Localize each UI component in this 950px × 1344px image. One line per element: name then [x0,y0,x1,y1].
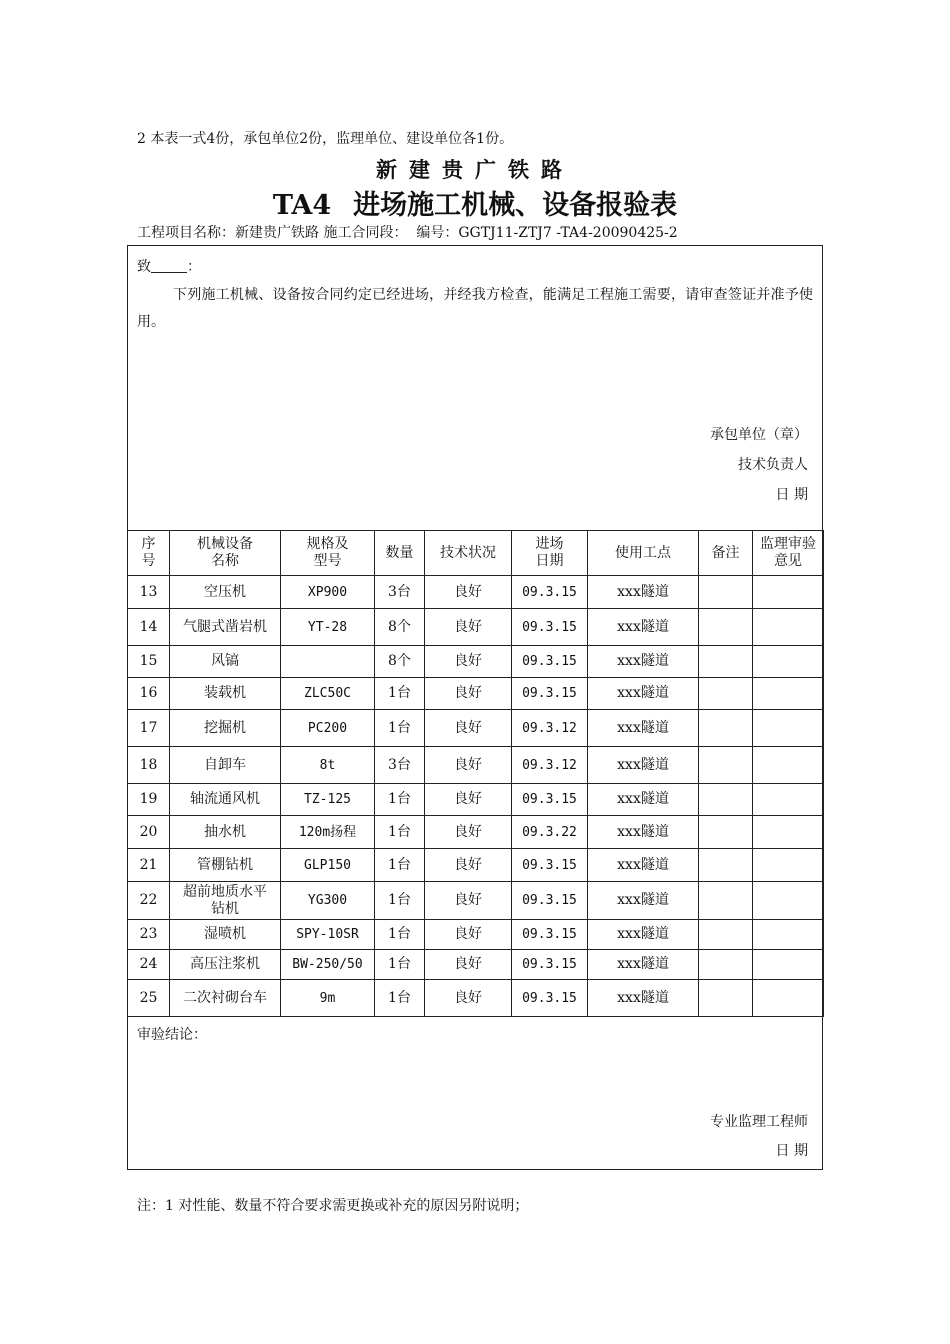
row-site: xxx隧道 [588,950,699,980]
form-title-text: 进场施工机械、设备报验表 [353,190,678,221]
row-status: 良好 [425,920,512,950]
row-date: 09.3.15 [512,980,588,1017]
row-status: 良好 [425,784,512,816]
row-status: 良好 [425,609,512,646]
row-remark [699,816,753,849]
header-remark: 备注 [699,531,753,576]
row-site: xxx隧道 [588,980,699,1017]
row-seq: 15 [128,646,170,678]
row-status: 良好 [425,980,512,1017]
table-row [128,784,824,816]
row-seq: 18 [128,747,170,784]
row-remark [699,920,753,950]
row-remark [699,747,753,784]
top-note: 2 本表一式4份，承包单位2份，监理单位、建设单位各1份。 [137,131,514,147]
row-spec: GLP150 [281,849,375,882]
row-name: 气腿式凿岩机 [170,609,281,646]
row-site: xxx隧道 [588,646,699,678]
table-row [128,882,824,920]
row-opinion [753,747,824,784]
row-seq: 21 [128,849,170,882]
header-qty: 数量 [375,531,425,576]
row-spec [281,646,375,678]
header-spec: 规格及型号 [281,531,375,576]
row-name: 超前地质水平钻机 [170,882,281,920]
row-qty: 8个 [375,609,425,646]
row-remark [699,950,753,980]
row-date: 09.3.15 [512,609,588,646]
row-seq: 19 [128,784,170,816]
row-opinion [753,882,824,920]
row-remark [699,646,753,678]
row-seq: 22 [128,882,170,920]
to-label: 致 [137,259,151,275]
row-site: xxx隧道 [588,576,699,609]
conclusion-section [128,1016,822,1169]
row-name: 风镐 [170,646,281,678]
row-date: 09.3.15 [512,882,588,920]
contractor-seal: 承包单位（章） [710,427,808,443]
row-name: 湿喷机 [170,920,281,950]
row-spec: ZLC50C [281,678,375,710]
row-name: 自卸车 [170,747,281,784]
supervisor-label: 专业监理工程师 [710,1114,808,1130]
row-status: 良好 [425,576,512,609]
row-seq: 17 [128,710,170,747]
row-opinion [753,950,824,980]
row-spec: XP900 [281,576,375,609]
header-seq: 序号 [128,531,170,576]
row-date: 09.3.15 [512,920,588,950]
contractor-date: 日 期 [775,487,808,503]
row-spec: TZ-125 [281,784,375,816]
row-name: 轴流通风机 [170,784,281,816]
header-site: 使用工点 [588,531,699,576]
row-date: 09.3.12 [512,747,588,784]
form-code: TA4 [272,190,332,221]
row-qty: 1台 [375,882,425,920]
row-status: 良好 [425,816,512,849]
table-row [128,747,824,784]
row-qty: 3台 [375,576,425,609]
row-status: 良好 [425,849,512,882]
row-remark [699,576,753,609]
row-site: xxx隧道 [588,920,699,950]
row-seq: 13 [128,576,170,609]
row-date: 09.3.15 [512,784,588,816]
row-date: 09.3.15 [512,950,588,980]
table-row [128,646,824,678]
row-date: 09.3.15 [512,678,588,710]
row-date: 09.3.12 [512,710,588,747]
row-opinion [753,849,824,882]
addressee-blank [151,258,187,273]
table-row [128,678,824,710]
row-seq: 16 [128,678,170,710]
header-entry-date: 进场日期 [512,531,588,576]
row-date: 09.3.15 [512,849,588,882]
addressee-line [137,256,201,276]
table-row [128,576,824,609]
table-row [128,816,824,849]
table-row [128,950,824,980]
row-site: xxx隧道 [588,710,699,747]
row-spec: 120m扬程 [281,816,375,849]
row-opinion [753,816,824,849]
row-site: xxx隧道 [588,678,699,710]
row-opinion [753,646,824,678]
row-status: 良好 [425,882,512,920]
row-status: 良好 [425,950,512,980]
row-spec: PC200 [281,710,375,747]
row-seq: 23 [128,920,170,950]
row-date: 09.3.15 [512,646,588,678]
table-row [128,609,824,646]
row-spec: YG300 [281,882,375,920]
row-spec: 9m [281,980,375,1017]
row-spec: YT-28 [281,609,375,646]
table-row [128,710,824,747]
row-remark [699,882,753,920]
row-opinion [753,920,824,950]
to-suffix: ： [187,259,201,275]
row-spec: 8t [281,747,375,784]
row-status: 良好 [425,747,512,784]
row-date: 09.3.15 [512,576,588,609]
header-opinion: 监理审验意见 [753,531,824,576]
row-site: xxx隧道 [588,609,699,646]
row-qty: 1台 [375,710,425,747]
row-remark [699,980,753,1017]
row-opinion [753,609,824,646]
row-status: 良好 [425,646,512,678]
row-name: 高压注浆机 [170,950,281,980]
header-name: 机械设备名称 [170,531,281,576]
row-site: xxx隧道 [588,747,699,784]
row-status: 良好 [425,678,512,710]
row-qty: 1台 [375,678,425,710]
row-opinion [753,678,824,710]
row-opinion [753,710,824,747]
row-site: xxx隧道 [588,849,699,882]
row-remark [699,849,753,882]
row-name: 装载机 [170,678,281,710]
row-qty: 1台 [375,816,425,849]
row-opinion [753,980,824,1017]
table-row [128,849,824,882]
row-date: 09.3.22 [512,816,588,849]
equipment-table [127,530,824,1017]
row-spec: SPY-10SR [281,920,375,950]
row-remark [699,678,753,710]
row-qty: 1台 [375,849,425,882]
table-row [128,980,824,1017]
row-name: 空压机 [170,576,281,609]
tech-lead: 技术负责人 [738,457,808,473]
row-qty: 8个 [375,646,425,678]
row-seq: 20 [128,816,170,849]
row-qty: 1台 [375,920,425,950]
form-frame [127,245,823,1170]
table-row [128,920,824,950]
row-seq: 14 [128,609,170,646]
row-remark [699,609,753,646]
row-seq: 24 [128,950,170,980]
row-site: xxx隧道 [588,882,699,920]
row-name: 二次衬砌台车 [170,980,281,1017]
row-site: xxx隧道 [588,784,699,816]
supervisor-date: 日 期 [775,1143,808,1159]
row-qty: 1台 [375,784,425,816]
row-remark [699,784,753,816]
header-status: 技术状况 [425,531,512,576]
row-name: 挖掘机 [170,710,281,747]
application-text: 下列施工机械、设备按合同约定已经进场，并经我方检查，能满足工程施工需要，请审查签证并准予使用。 [137,287,813,330]
application-section [128,246,822,530]
row-spec: BW-250/50 [281,950,375,980]
table-header-row [128,531,824,576]
row-qty: 1台 [375,950,425,980]
row-seq: 25 [128,980,170,1017]
row-site: xxx隧道 [588,816,699,849]
row-qty: 3台 [375,747,425,784]
row-name: 抽水机 [170,816,281,849]
form-title [0,183,950,222]
conclusion-label: 审验结论： [137,1027,207,1043]
row-qty: 1台 [375,980,425,1017]
title-railway: 新建贵广铁路 [376,158,574,182]
row-name: 管棚钻机 [170,849,281,882]
row-remark [699,710,753,747]
row-opinion [753,576,824,609]
foot-note: 注：1 对性能、数量不符合要求需更换或补充的原因另附说明； [137,1198,529,1214]
project-line: 工程项目名称：新建贵广铁路 施工合同段： 编号：GGTJ11-ZTJ7 -TA4-20090425-2 [137,225,678,241]
row-status: 良好 [425,710,512,747]
row-opinion [753,784,824,816]
